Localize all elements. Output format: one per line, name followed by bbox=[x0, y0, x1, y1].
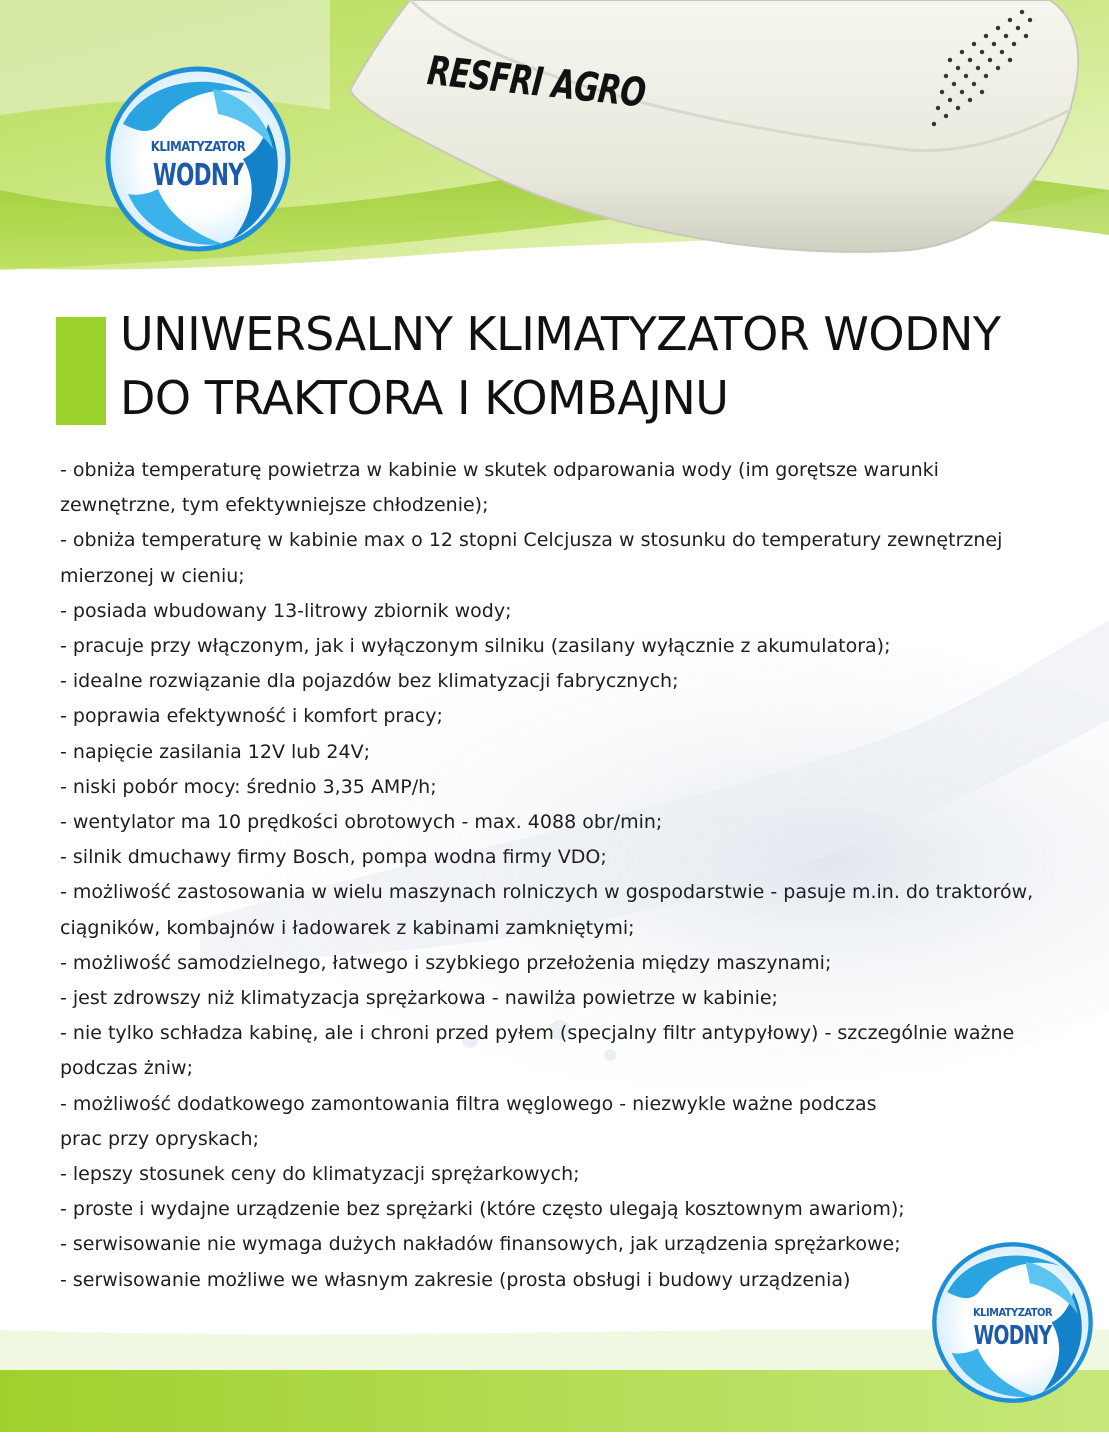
feature-line: - wentylator ma 10 prędkości obrotowych - max. 4088 obr/min; bbox=[60, 811, 663, 834]
logo-line2: WODNY bbox=[973, 1321, 1052, 1351]
feature-line: - poprawia efektywność i komfort pracy; bbox=[60, 705, 443, 728]
title-line2: DO TRAKTORA I KOMBAJNU bbox=[120, 371, 729, 425]
logo-line1: KLIMATYZATOR bbox=[973, 1306, 1052, 1319]
feature-line: - silnik dmuchawy firmy Bosch, pompa wodna firmy VDO; bbox=[60, 846, 607, 869]
feature-line: - napięcie zasilania 12V lub 24V; bbox=[60, 740, 370, 763]
air-conditioner-unit-image bbox=[350, 0, 1090, 260]
logo-line1: KLIMATYZATOR bbox=[150, 140, 246, 155]
feature-line: - obniża temperaturę powietrza w kabinie w skutek odparowania wody (im gorętsze warunki bbox=[60, 459, 939, 481]
klimatyzator-wodny-logo bbox=[103, 64, 293, 254]
page-title bbox=[120, 302, 1001, 430]
feature-line: - lepszy stosunek ceny do klimatyzacji sprężarkowych; bbox=[60, 1163, 580, 1186]
feature-line: - nie tylko schładza kabinę, ale i chroni przed pyłem (specjalny filtr antypyłowy) - szczególnie ważne bbox=[60, 1022, 1015, 1045]
klimatyzator-wodny-logo-bottom bbox=[930, 1240, 1095, 1405]
feature-line: - jest zdrowszy niż klimatyzacja sprężarkowa - nawilża powietrze w kabinie; bbox=[60, 987, 778, 1010]
brand-logo-text: RESFRI AGRO bbox=[425, 48, 648, 117]
feature-list bbox=[60, 453, 1070, 1298]
feature-line: prac przy opryskach; bbox=[60, 1127, 259, 1150]
feature-line: podczas żniw; bbox=[60, 1057, 193, 1080]
logo-line2: WODNY bbox=[152, 158, 244, 193]
feature-line: mierzonej w cieniu; bbox=[60, 564, 245, 587]
feature-line: - pracuje przy włączonym, jak i wyłączonym silniku (zasilany wyłącznie z akumulatora); bbox=[60, 635, 891, 658]
feature-line: - możliwość zastosowania w wielu maszynach rolniczych w gospodarstwie - pasuje m.in. do traktorów, bbox=[60, 881, 1034, 904]
feature-line: - obniża temperaturę w kabinie max o 12 stopni Celcjusza w stosunku do temperatury zewnętrznej bbox=[60, 529, 1003, 552]
feature-line: - serwisowanie możliwe we własnym zakresie (prosta obsługi i budowy urządzenia) bbox=[60, 1268, 851, 1291]
feature-line: ciągników, kombajnów i ładowarek z kabinami zamkniętymi; bbox=[60, 916, 635, 939]
feature-line: - proste i wydajne urządzenie bez sprężarki (które często ulegają kosztownym awariom); bbox=[60, 1198, 905, 1221]
feature-line: - możliwość samodzielnego, łatwego i szybkiego przełożenia między maszynami; bbox=[60, 951, 832, 974]
feature-line: - możliwość dodatkowego zamontowania filtra węglowego - niezwykle ważne podczas bbox=[60, 1092, 877, 1115]
title-accent-bar bbox=[56, 317, 106, 425]
feature-line: - niski pobór mocy: średnio 3,35 AMP/h; bbox=[60, 775, 437, 798]
feature-line: - serwisowanie nie wymaga dużych nakładów finansowych, jak urządzenia sprężarkowe; bbox=[60, 1233, 901, 1256]
title-line1: UNIWERSALNY KLIMATYZATOR WODNY bbox=[120, 307, 1001, 361]
feature-line: - posiada wbudowany 13-litrowy zbiornik wody; bbox=[60, 599, 512, 622]
feature-line: zewnętrzne, tym efektywniejsze chłodzenie); bbox=[60, 494, 489, 517]
feature-line: - idealne rozwiązanie dla pojazdów bez klimatyzacji fabrycznych; bbox=[60, 670, 679, 693]
